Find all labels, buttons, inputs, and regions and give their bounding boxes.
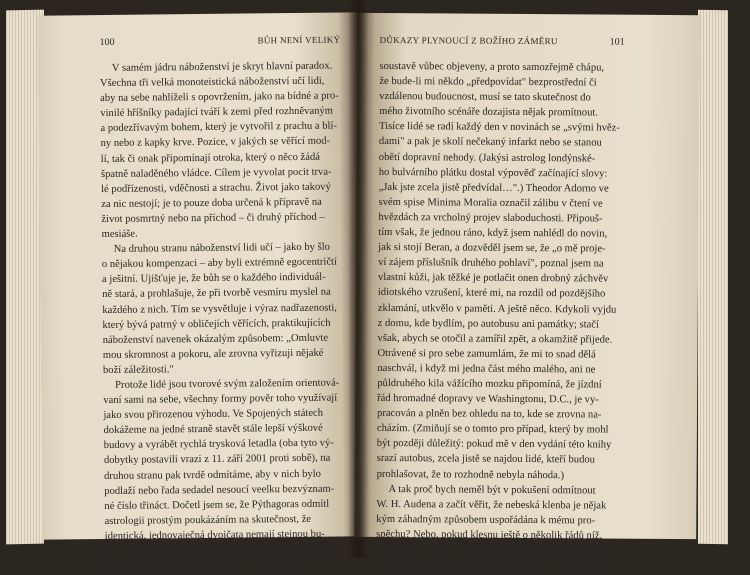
text-line: předtím, než byly některé planety v naší sluneční: [104, 558, 313, 573]
text-line: „Jak jste zcela jistě předvídal…".) Theodor Adorno ve: [378, 181, 609, 195]
text-line: ně stará, a prohlašuje, že při tvorbě vesmíru myslel na: [102, 287, 331, 301]
text-line: budovy a vyrábět rychlá trysková letadla (oba tyto vý-: [103, 437, 334, 452]
right-page: [354, 13, 700, 572]
left-running-header: BŮH NENÍ VELIKÝ: [257, 34, 341, 46]
text-line: špatně naladěného vládce. Cílem je vyvolat pocit trva-: [100, 166, 332, 180]
text-line: astrologii prostým poukázáním na skutečnost, že: [104, 513, 312, 527]
text-line: lé podřízenosti, vděčnosti a strachu. Život jako takový: [101, 181, 331, 195]
text-line: jak si stojí Beran, a dozvěděl jsem se, že „o mě proje-: [378, 242, 606, 255]
left-page: [37, 12, 362, 573]
left-page-number: 100: [99, 36, 115, 49]
text-line: ho bulvárního plátku dostal výpověď začínající slovy:: [378, 166, 608, 180]
text-line: za nic nestojí; je to pouze doba určená k přípravě na: [101, 196, 322, 210]
text-line: svém spise Minima Moralia označil zálibu v čtení ve: [378, 196, 603, 210]
text-line: Na druhou stranu náboženství lidi učí – jako by šlo: [113, 241, 331, 256]
text-line: Tisíce lidé se radí každý den v novinách se „svými hvěz-: [378, 121, 620, 135]
text-line: řád hromadné dopravy ve Washingtonu, D.C., je vy-: [377, 393, 599, 406]
text-line: být později důležitý: pokud mě v den vydání této knihy: [376, 438, 612, 451]
text-line: soustavě vůbec objeveny, a proto samozřejmě chápu,: [379, 60, 605, 74]
text-line: lí, tak či onak připomínají otroka, který o něco žádá: [100, 151, 320, 165]
text-line: vzdálenou budoucnost, musí se tato skutečnost do: [379, 91, 591, 104]
text-line: hvězdách za vrcholný projev slaboduchosti. Připouš-: [378, 211, 603, 225]
text-line: o nějakou kompenzaci – aby byli extrémně egocentričtí: [101, 256, 337, 271]
text-line: který bývá patrný v obličejích věřících, praktikujících: [102, 317, 331, 331]
text-line: pracován a plněn bez ohledu na to, kde se zrovna na-: [376, 408, 602, 421]
left-page-text: [100, 58, 360, 574]
text-line: A tak proč bych neměl být v pokušení odmítnout: [388, 483, 596, 497]
text-line: druhou stranu pak tvrdě odmítáme, aby v nich bylo: [104, 468, 321, 482]
text-line: tím však, že jednou ráno, když jsem nahlédl do novin,: [378, 226, 608, 240]
text-line: že bude-li mi někdo „předpovídat" bezprostřední či: [379, 76, 597, 89]
right-page-edges: [698, 10, 728, 545]
text-line: náboženství navenek okázalým způsobem: „Omluvte: [102, 332, 329, 346]
text-line: že vykyvy v mém životním osudu jsou předmětem ne-: [376, 543, 607, 557]
text-line: V samém jádru náboženství je skryt hlavní paradox.: [111, 60, 333, 74]
text-line: doucnost. Tím také, že zvěrokruh byl nakreslen dávno: [104, 543, 335, 558]
text-line: mesiáše.: [101, 228, 138, 241]
text-line: podlaží nebo řada sedadel nesoucí veelku bezvýznam-: [104, 483, 335, 497]
text-line: W. H. Audena a začít věřit, že nebeská klenba je nějak: [376, 498, 607, 512]
right-page-text: [376, 59, 642, 574]
text-line: vlastní kůži, jak těžké je potlačit onen drobný záchvěv: [377, 272, 609, 285]
text-line: ví zájem příslušník druhého pohlaví", poznal jsem na: [378, 257, 604, 270]
text-line: jako svou přirozenou výhodu. Ve Spojených státech: [103, 407, 324, 422]
text-line: vinilé hříšníky padající tváří k zemi před rozhněvaným: [100, 105, 334, 120]
text-line: Protože lidé jsou tvorové svým založením orientová-: [115, 377, 340, 391]
text-line: srazí autobus, zcela jistě se najdou lidé, kteří budou: [376, 453, 596, 466]
text-line: život posmrtný nebo na příchod – či druhý příchod –: [101, 211, 325, 225]
text-line: a ješitní. Ujišťuje je, že bůh se o každého individuál-: [101, 271, 326, 286]
text-line: zklamání, utkvělo v paměti. A ještě něco. Kdykoli vyjdu: [377, 302, 617, 316]
text-line: však, abych se otočil a zamířil zpět, a okamžitě přijede.: [377, 332, 613, 346]
text-line: půldruhého kila vážícího mozku připomíná, že jízdní: [377, 377, 602, 391]
text-line: dobytky postavili vrazi z 11. září 2001 proti sobě), na: [103, 453, 331, 467]
text-line: naschvál, i když mi jedna část mého malého, ani ne: [377, 362, 596, 376]
text-line: né číslo třináct. Dočetl jsem se, že Pýthagoras odmítl: [104, 498, 330, 512]
text-line: a podezřívavým bohem, který je vytvořil z prachu a blí-: [100, 120, 338, 135]
text-line: spěchu? Nebo, pokud klesnu ještě o několik řádů níž,: [376, 528, 603, 542]
text-line: Otrávené si pro sebe zamumlám, že mi to snad dělá: [377, 347, 596, 361]
text-line: dokážeme na jedné straně stavět stále lepší výškové: [103, 422, 323, 437]
text-line: aby na sebe nahlíželi s opovržením, jako na bídné a pro-: [100, 90, 339, 105]
text-line: dami" a pak je skolí nečekaný infarkt nebo se stanou: [378, 136, 602, 149]
text-line: z domu, kde bydlím, po autobusu ani památky; stačí: [377, 317, 599, 331]
text-line: ny nebo z kapky krve. Pozice, v jakých se věřící mod-: [100, 136, 331, 150]
text-line: každého z nich. Tím se vysvětluje i výraz nadřazenosti,: [102, 302, 337, 316]
text-line: identická, jednovaječná dvojčata nemají stejnou bu-: [104, 528, 325, 542]
text-line: cházím. (Zmiňují se o tomto pro případ, který by mohl: [376, 423, 609, 436]
text-line: vaní sami na sebe, všechny formy pověr toho využívají: [103, 392, 338, 407]
text-line: boží záležitosti.": [102, 364, 174, 376]
text-line: kým záhadným způsobem uspořádána k mému pro-: [376, 513, 596, 527]
right-running-header: DŮKAZY PLYNOUCÍ Z BOŽÍHO ZÁMĚRU: [379, 34, 558, 47]
text-line: utuchajícího zájmu Nejvyššího? Jedním z mnoha mých: [375, 559, 611, 572]
text-line: mého životního scénáře dozajista nějak promítnout.: [379, 106, 599, 119]
right-page-number: 101: [609, 36, 625, 48]
text-line: obětí dopravní nehody. (Jakýsi astrolog londýnské-: [378, 151, 596, 165]
text-line: Všechna tři velká monoteistická náboženství učí lidi,: [99, 75, 325, 90]
text-line: mou skromnost a pokoru, ale zrovna vyřizuji nějaké: [102, 347, 324, 361]
text-line: prohlašovat, že to rozhodně nebyla náhoda.): [376, 468, 565, 481]
text-line: idiotského vzrušení, které mi, na rozdíl od pozdějšího: [377, 287, 606, 300]
